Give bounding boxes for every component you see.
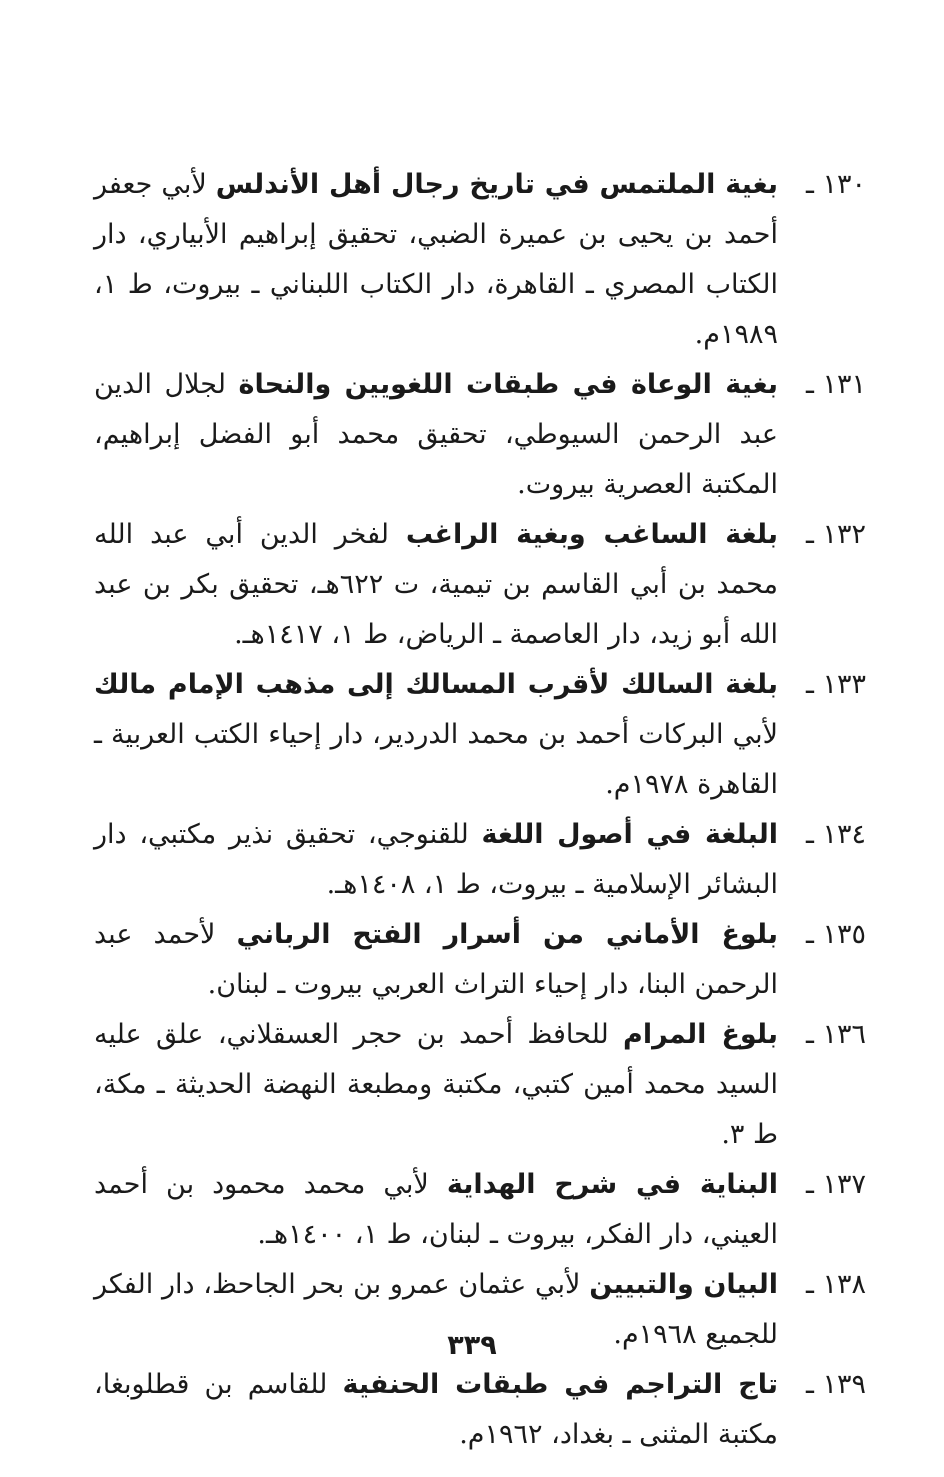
- entry-details: للحافظ أحمد بن حجر العسقلاني، علق عليه السيد محمد أمين كتبي، مكتبة ومطبعة النهضة الحديثة ـ مكة، ط ٣.: [94, 1019, 778, 1150]
- entry-details: للقاسم بن قطلوبغا، مكتبة المثنى ـ بغداد، ١٩٦٢م.: [94, 1369, 778, 1450]
- entry-number: ١٣٨ ـ: [805, 1269, 866, 1300]
- entry-number: ١٣٠ ـ: [805, 169, 866, 200]
- bibliography-entry-135: [94, 910, 866, 1010]
- entry-title: بغية الملتمس في تاريخ رجال أهل الأندلس: [215, 169, 778, 200]
- entry-details: لأبي محمد محمود بن أحمد العيني، دار الفكر، بيروت ـ لبنان، ط ١، ١٤٠٠هـ.: [94, 1169, 778, 1250]
- entry-title: البناية في شرح الهداية: [446, 1169, 778, 1200]
- bibliography-entry-132: [94, 510, 866, 660]
- entry-details: للقنوجي، تحقيق نذير مكتبي، دار البشائر الإسلامية ـ بيروت، ط ١، ١٤٠٨هـ.: [94, 819, 778, 900]
- entry-title: بلوغ الأماني من أسرار الفتح الرباني: [236, 919, 779, 950]
- bibliography-entry-136: [94, 1010, 866, 1160]
- bibliography-entry-131: [94, 360, 866, 510]
- entry-number: ١٣١ ـ: [805, 369, 866, 400]
- entry-number: ١٣٤ ـ: [805, 819, 866, 850]
- bibliography-entry-134: [94, 810, 866, 910]
- entry-number: ١٣٢ ـ: [805, 519, 866, 550]
- entry-details: لجلال الدين عبد الرحمن السيوطي، تحقيق محمد أبو الفضل إبراهيم، المكتبة العصرية بيروت.: [94, 369, 778, 500]
- entry-details: لفخر الدين أبي عبد الله محمد بن أبي القاسم بن تيمية، ت ٦٢٢هـ، تحقيق بكر بن عبد الله أبو زيد، دار العاصمة ـ الرياض، ط ١، ١٤١٧هـ.: [94, 519, 779, 650]
- entry-number: ١٣٥ ـ: [805, 919, 866, 950]
- bibliography-entry-139: [94, 1360, 866, 1460]
- entry-details: لأحمد عبد الرحمن البنا، دار إحياء التراث العربي بيروت ـ لبنان.: [94, 919, 778, 1000]
- entry-title: بلغة السالك لأقرب المسالك إلى مذهب الإمام مالك: [94, 669, 778, 700]
- bibliography-list: [94, 160, 866, 1460]
- bibliography-entry-133: [94, 660, 866, 810]
- bibliography-entry-137: [94, 1160, 866, 1260]
- entry-details: لأبي جعفر أحمد بن يحيى بن عميرة الضبي، تحقيق إبراهيم الأبياري، دار الكتاب المصري ـ القاهرة، دار الكتاب اللبناني ـ بيروت، ط ١، ١٩٨٩م.: [94, 169, 778, 350]
- entry-title: بلغة الساغب وبغية الراغب: [405, 519, 778, 550]
- entry-details: لأبي عثمان عمرو بن بحر الجاحظ، دار الفكر للجميع ١٩٦٨م.: [94, 1269, 778, 1350]
- entry-number: ١٣٩ ـ: [805, 1369, 866, 1400]
- entry-number: ١٣٧ ـ: [805, 1169, 866, 1200]
- entry-details: لأبي البركات أحمد بن محمد الدردير، دار إحياء الكتب العربية ـ القاهرة ١٩٧٨م.: [94, 719, 778, 800]
- entry-number: ١٣٣ ـ: [805, 669, 866, 700]
- entry-title: تاج التراجم في طبقات الحنفية: [342, 1369, 778, 1400]
- page-number: ٣٣٩: [447, 1330, 497, 1361]
- bibliography-entry-130: [94, 160, 866, 360]
- entry-title: بلوغ المرام: [623, 1019, 779, 1050]
- entry-title: البيان والتبيين: [589, 1269, 778, 1300]
- entry-title: بغية الوعاة في طبقات اللغويين والنحاة: [238, 369, 778, 400]
- entry-number: ١٣٦ ـ: [805, 1019, 866, 1050]
- entry-title: البلغة في أصول اللغة: [481, 819, 778, 850]
